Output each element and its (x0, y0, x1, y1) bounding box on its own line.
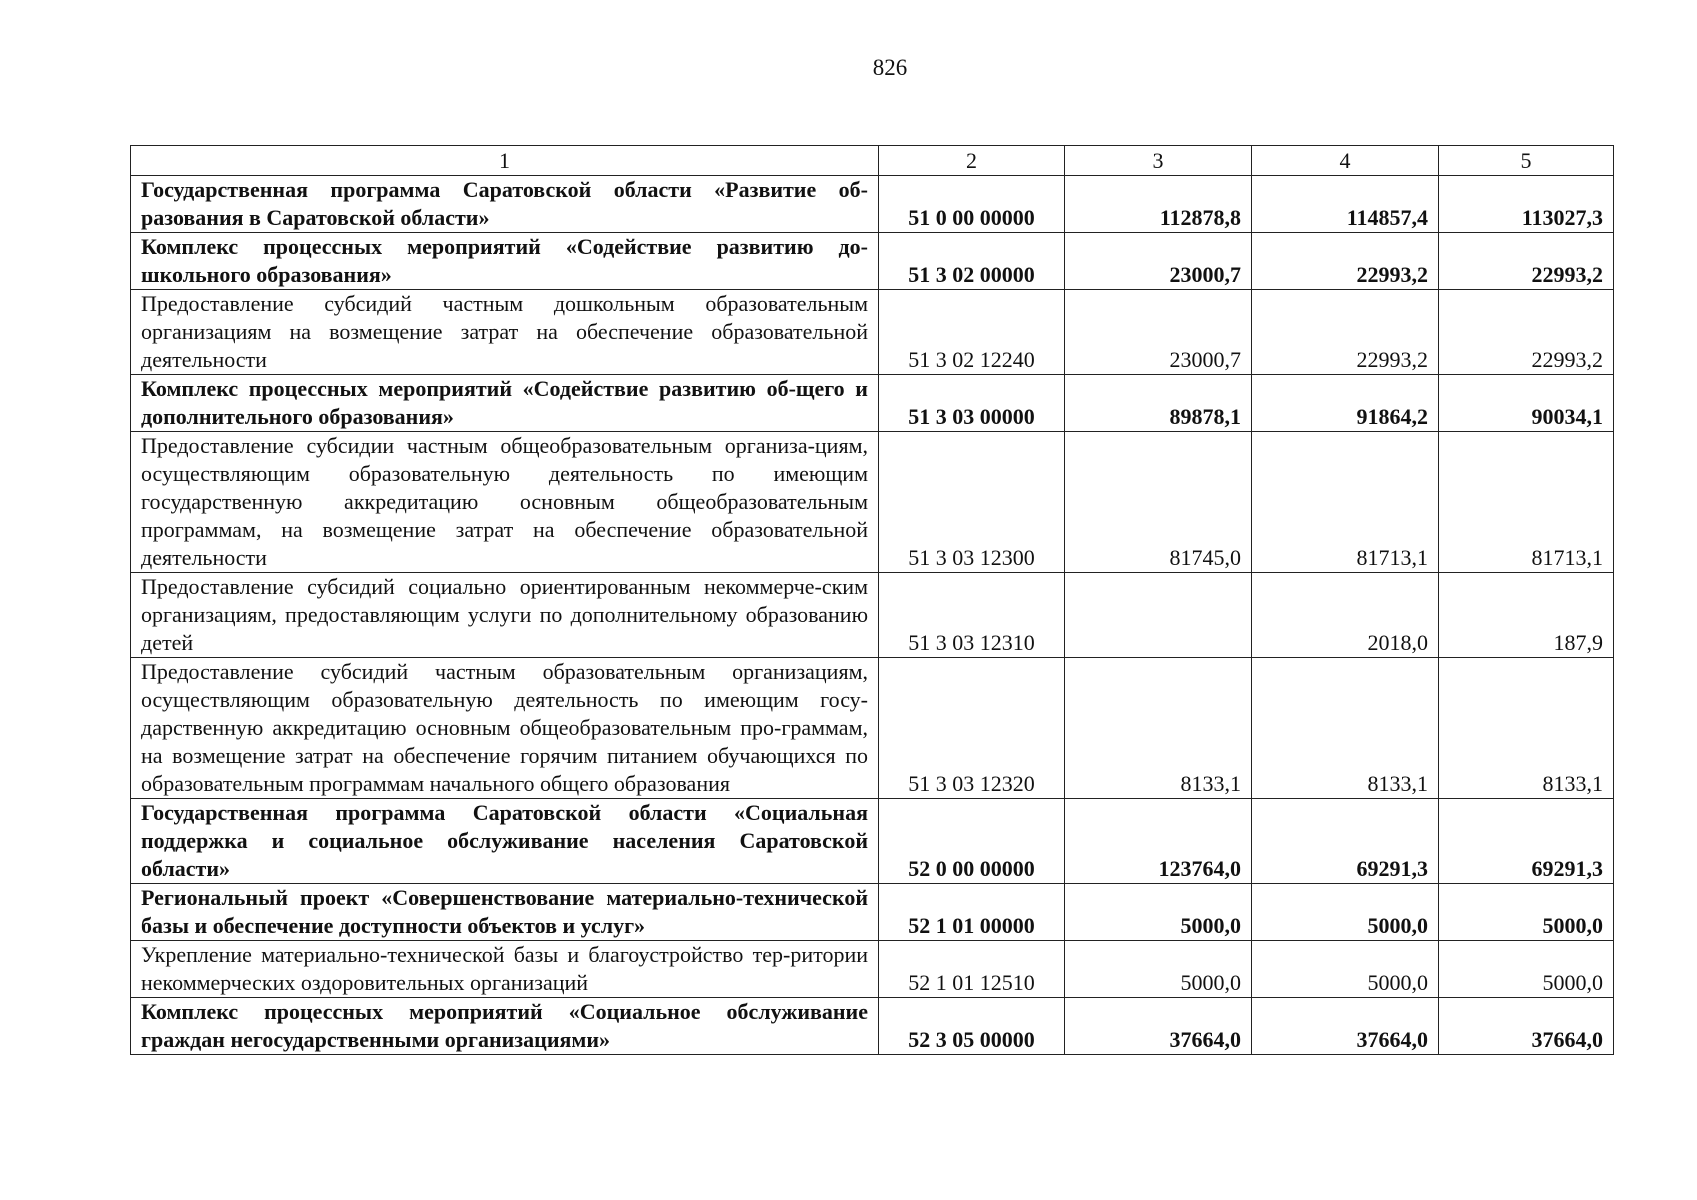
row-value-col4: 5000,0 (1252, 941, 1439, 998)
row-value-col5: 22993,2 (1439, 233, 1614, 290)
row-value-col5: 81713,1 (1439, 432, 1614, 573)
row-value-col4: 69291,3 (1252, 799, 1439, 884)
row-code: 52 1 01 12510 (879, 941, 1065, 998)
row-value-col5: 22993,2 (1439, 290, 1614, 375)
row-name: Укрепление материально-технической базы и благоустройство тер-ритории некоммерческих оздоровительных организаций (131, 941, 879, 998)
row-code: 51 3 03 12300 (879, 432, 1065, 573)
row-value-col4: 5000,0 (1252, 884, 1439, 941)
column-header-1: 1 (131, 146, 879, 176)
row-value-col3: 81745,0 (1065, 432, 1252, 573)
row-value-col3: 5000,0 (1065, 941, 1252, 998)
table-row (131, 799, 1614, 884)
table-row (131, 941, 1614, 998)
row-value-col4: 37664,0 (1252, 998, 1439, 1055)
page-number: 826 (872, 55, 908, 80)
table-row (131, 233, 1614, 290)
table-header-row (131, 146, 1614, 176)
row-name: Государственная программа Саратовской области «Социальная поддержка и социальное обслуживание населения Саратовской области» (131, 799, 879, 884)
row-code: 51 0 00 00000 (879, 176, 1065, 233)
row-value-col3: 8133,1 (1065, 658, 1252, 799)
table-row (131, 375, 1614, 432)
budget-table (130, 145, 1614, 1055)
row-value-col5: 5000,0 (1439, 884, 1614, 941)
row-value-col3: 89878,1 (1065, 375, 1252, 432)
row-name: Региональный проект «Совершенствование материально-технической базы и обеспечение доступности объектов и услуг» (131, 884, 879, 941)
table-row (131, 432, 1614, 573)
row-value-col5: 113027,3 (1439, 176, 1614, 233)
row-code: 52 0 00 00000 (879, 799, 1065, 884)
row-name: Предоставление субсидий частным дошкольным образовательным организациям на возмещение затрат на обеспечение образовательной деятельности (131, 290, 879, 375)
row-name: Комплекс процессных мероприятий «Содействие развитию до-школьного образования» (131, 233, 879, 290)
row-code: 51 3 02 00000 (879, 233, 1065, 290)
row-value-col5: 69291,3 (1439, 799, 1614, 884)
row-value-col3: 23000,7 (1065, 290, 1252, 375)
row-value-col4: 22993,2 (1252, 290, 1439, 375)
row-name: Предоставление субсидий социально ориентированным некоммерче-ским организациям, предоставляющим услуги по дополнительному образованию детей (131, 573, 879, 658)
table-row (131, 998, 1614, 1055)
row-value-col5: 5000,0 (1439, 941, 1614, 998)
row-code: 52 1 01 00000 (879, 884, 1065, 941)
row-name: Предоставление субсидий частным образовательным организациям, осуществляющим образовательную деятельность по имеющим госу-дарственную аккредитацию основным общеобразовательным про-граммам, на возмещение затрат на обеспечение горячим питанием обучающихся по образовательным программам начального общего образования (131, 658, 879, 799)
row-value-col4: 22993,2 (1252, 233, 1439, 290)
row-value-col5: 8133,1 (1439, 658, 1614, 799)
row-name: Комплекс процессных мероприятий «Содействие развитию об-щего и дополнительного образования» (131, 375, 879, 432)
row-value-col5: 187,9 (1439, 573, 1614, 658)
row-name: Государственная программа Саратовской области «Развитие об-разования в Саратовской области» (131, 176, 879, 233)
row-value-col3: 112878,8 (1065, 176, 1252, 233)
row-value-col3: 123764,0 (1065, 799, 1252, 884)
column-header-5: 5 (1439, 146, 1614, 176)
row-value-col3 (1065, 573, 1252, 658)
row-code: 52 3 05 00000 (879, 998, 1065, 1055)
row-value-col4: 8133,1 (1252, 658, 1439, 799)
row-code: 51 3 03 12320 (879, 658, 1065, 799)
row-value-col3: 5000,0 (1065, 884, 1252, 941)
row-value-col4: 114857,4 (1252, 176, 1439, 233)
column-header-3: 3 (1065, 146, 1252, 176)
table-row (131, 573, 1614, 658)
column-header-2: 2 (879, 146, 1065, 176)
row-value-col4: 91864,2 (1252, 375, 1439, 432)
row-code: 51 3 03 00000 (879, 375, 1065, 432)
row-value-col3: 23000,7 (1065, 233, 1252, 290)
row-value-col3: 37664,0 (1065, 998, 1252, 1055)
row-name: Комплекс процессных мероприятий «Социальное обслуживание граждан негосударственными организациями» (131, 998, 879, 1055)
table-row (131, 290, 1614, 375)
table-row (131, 658, 1614, 799)
row-code: 51 3 02 12240 (879, 290, 1065, 375)
table-row (131, 176, 1614, 233)
row-code: 51 3 03 12310 (879, 573, 1065, 658)
table-row (131, 884, 1614, 941)
row-name: Предоставление субсидии частным общеобразовательным организа-циям, осуществляющим образовательную деятельность по имеющим государственную аккредитацию основным общеобразовательным программам, на возмещение затрат на обеспечение образовательной деятельности (131, 432, 879, 573)
row-value-col5: 37664,0 (1439, 998, 1614, 1055)
row-value-col4: 2018,0 (1252, 573, 1439, 658)
column-header-4: 4 (1252, 146, 1439, 176)
row-value-col5: 90034,1 (1439, 375, 1614, 432)
row-value-col4: 81713,1 (1252, 432, 1439, 573)
